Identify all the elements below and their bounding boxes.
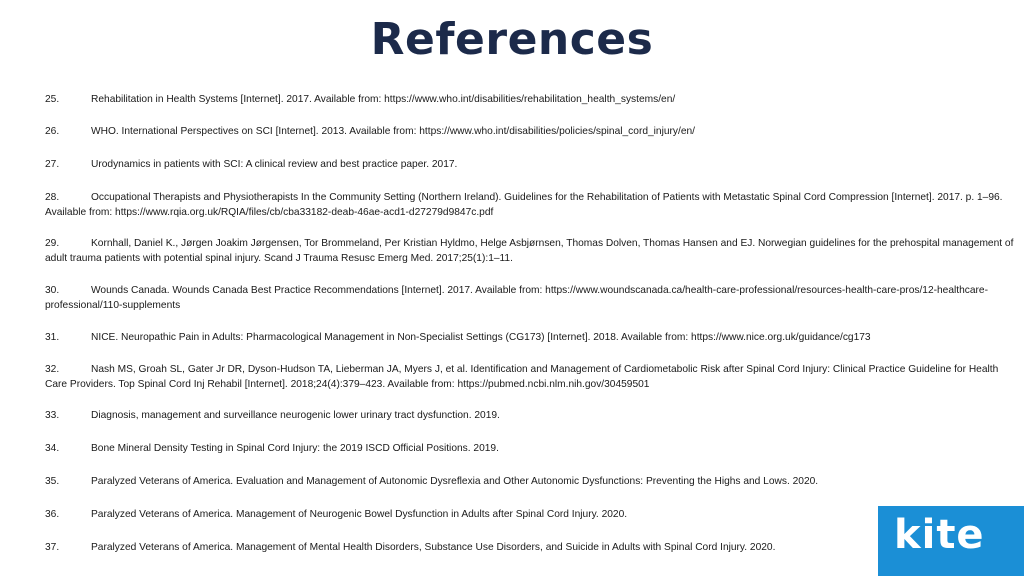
reference-item xyxy=(45,475,1015,490)
reference-item xyxy=(45,409,1015,424)
reference-number: 36. xyxy=(45,509,60,520)
reference-text: WHO. International Perspectives on SCI [Internet]. 2013. Available from: https://www.who.int/disabilities/policies/spinal_cord_injury/en/ xyxy=(91,126,696,137)
reference-text: Occupational Therapists and Physiotherapists In the Community Setting (Northern Ireland). Guidelines for the Rehabilitation of Patients with Metastatic Spinal Cord Compression [Internet]. 2017. p. 1–96. Available from: https://www.rqia.org.uk/RQIA/files/cb/cba33182-deab-46ae-acd1-d27279d9847c.pdf xyxy=(45,192,1003,218)
reference-text: Paralyzed Veterans of America. Management of Mental Health Disorders, Substance Use Disorders, and Suicide in Adults with Spinal Cord Injury. 2020. xyxy=(91,542,776,553)
reference-number: 32. xyxy=(45,364,60,375)
reference-number: 28. xyxy=(45,192,60,203)
reference-text: Diagnosis, management and surveillance neurogenic lower urinary tract dysfunction. 2019. xyxy=(91,410,500,421)
reference-item xyxy=(45,237,1015,266)
reference-item xyxy=(45,158,1015,173)
reference-item xyxy=(45,508,1015,523)
reference-number: 29. xyxy=(45,238,60,249)
reference-number: 35. xyxy=(45,476,60,487)
reference-number: 26. xyxy=(45,126,60,137)
reference-text: NICE. Neuropathic Pain in Adults: Pharmacological Management in Non-Specialist Settings (CG173) [Internet]. 2018. Available from: https://www.nice.org.uk/guidance/cg173 xyxy=(91,332,871,343)
reference-item xyxy=(45,442,1015,457)
reference-item xyxy=(45,191,1015,220)
reference-item xyxy=(45,541,1015,556)
reference-number: 37. xyxy=(45,542,60,553)
reference-text: Wounds Canada. Wounds Canada Best Practice Recommendations [Internet]. 2017. Available from: https://www.woundscanada.ca/health-care-professional/resources-health-care-pros/12-healthcare-professional/110-supplements xyxy=(45,285,988,311)
reference-item xyxy=(45,331,1015,346)
reference-text: Urodynamics in patients with SCI: A clinical review and best practice paper. 2017. xyxy=(91,159,458,170)
reference-number: 25. xyxy=(45,94,60,105)
reference-item xyxy=(45,93,1015,108)
page-title: References xyxy=(370,14,654,65)
reference-number: 30. xyxy=(45,285,60,296)
reference-item xyxy=(45,363,1015,392)
reference-text: Paralyzed Veterans of America. Evaluation and Management of Autonomic Dysreflexia and Other Autonomic Dysfunctions: Preventing the Highs and Lows. 2020. xyxy=(91,476,819,487)
reference-number: 27. xyxy=(45,159,60,170)
reference-text: Bone Mineral Density Testing in Spinal Cord Injury: the 2019 ISCD Official Positions. 2019. xyxy=(91,443,499,454)
reference-item xyxy=(45,284,1015,313)
reference-text: Kornhall, Daniel K., Jørgen Joakim Jørgensen, Tor Brommeland, Per Kristian Hyldmo, Helge Asbjørnsen, Thomas Dolven, Thomas Hansen and EJ. Norwegian guidelines for the prehospital management of adult trauma patients with potential spinal injury. Scand J Trauma Resusc Emerg Med. 2017;25(1):1–11. xyxy=(45,238,1014,264)
reference-number: 33. xyxy=(45,410,60,421)
reference-text: Paralyzed Veterans of America. Management of Neurogenic Bowel Dysfunction in Adults after Spinal Cord Injury. 2020. xyxy=(91,509,628,520)
reference-item xyxy=(45,125,1015,140)
reference-text: Nash MS, Groah SL, Gater Jr DR, Dyson-Hudson TA, Lieberman JA, Myers J, et al. Identification and Management of Cardiometabolic Risk after Spinal Cord Injury: Clinical Practice Guideline for Health Care Providers. Top Spinal Cord Inj Rehabil [Internet]. 2018;24(4):379–423. Available from: https://pubmed.ncbi.nlm.nih.gov/30459501 xyxy=(45,364,999,390)
reference-number: 31. xyxy=(45,332,60,343)
logo-text: kite xyxy=(894,512,985,558)
reference-text: Rehabilitation in Health Systems [Internet]. 2017. Available from: https://www.who.int/disabilities/rehabilitation_health_systems/en/ xyxy=(91,94,676,105)
reference-number: 34. xyxy=(45,443,60,454)
